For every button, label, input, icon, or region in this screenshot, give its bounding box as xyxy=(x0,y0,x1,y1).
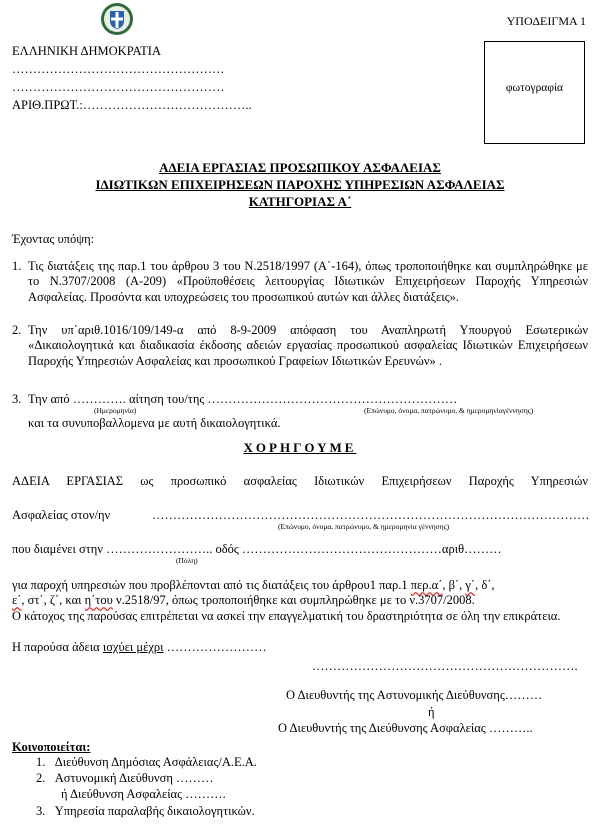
grant-line-2-label: Ασφαλείας στον/ην xyxy=(12,508,111,522)
sample-label: ΥΠΟΔΕΙΓΜΑ 1 xyxy=(506,14,586,28)
item-text: Την από …………. αίτηση του/της …………………………………………………… xyxy=(28,392,458,406)
grant-line-1: ΑΔΕΙΑ ΕΡΓΑΣΙΑΣ ως προσωπικό ασφαλείας Ιδιωτικών Επιχειρήσεων Παροχής Υπηρεσιών xyxy=(12,474,588,488)
greek-emblem-icon xyxy=(100,2,134,36)
item-number: 2. xyxy=(12,323,22,337)
item-text: Την υπ΄αριθ.1016/109/149-α από 8-9-2009 απόφαση του Αναπληρωτή Υπουργού Εσωτερικών «Δικαιολογητικά και διαδικασία έκδοσης αδειών εργασίας προσωπικού ασφαλείας Ιδιωτικών Επιχειρήσεων Παροχής Υπηρεσιών Ασφαλείας και προσωπικού Γραφείων Ιδιωτικών Ερευνών» . xyxy=(28,323,588,368)
notify-item: 2. Αστυνομική Διεύθυνση ……… xyxy=(36,771,214,785)
authority-dots-2: …………………………………………… xyxy=(12,80,225,94)
decree-heading: ΧΟΡΗΓΟΥΜΕ xyxy=(243,440,357,455)
doc-title-line-3: ΚΑΤΗΓΟΡΙΑΣ Α΄ xyxy=(248,194,352,209)
signature-dots: ………………………………………………………. xyxy=(312,659,578,673)
photo-placeholder xyxy=(484,41,585,144)
grant-holder-dots: …………………………………………………………………………………………… xyxy=(152,508,590,522)
territory-paragraph: Ο κάτοχος της παρούσας επιτρέπεται να ασκεί την επαγγελματική του δραστηριότητα σε όλη την επικράτεια. xyxy=(12,609,561,623)
protocol-number: ΑΡΙΘ.ΠΡΩΤ.:………………………………….. xyxy=(12,98,252,112)
city-hint: (Πόλη) xyxy=(176,556,198,565)
notify-item: ή Διεύθυνση Ασφαλείας ………. xyxy=(61,787,226,801)
notify-item: 1. Διεύθυνση Δημόσιας Ασφάλειας/Α.Ε.Α. xyxy=(36,755,257,769)
validity-line: Η παρούσα άδεια ισχύει μέχρι …………………… xyxy=(12,640,267,654)
residence-line: που διαμένει στην …………………….. οδός …………………………………………αριθ……… xyxy=(12,542,502,556)
item-3-line-2: και τα συνυποβαλλομενα με αυτή δικαιολογητικά. xyxy=(28,416,281,430)
notify-heading: Κοινοποιείται: xyxy=(12,740,91,754)
photo-label: φωτογραφία xyxy=(505,82,564,94)
doc-title-line-2: ΙΔΙΩΤΙΚΩΝ ΕΠΙΧΕΙΡΗΣΕΩΝ ΠΑΡΟΧΗΣ ΥΠΗΡΕΣΙΩΝ ΑΣΦΑΛΕΙΑΣ xyxy=(95,177,505,192)
signature-or: ή xyxy=(428,705,435,719)
holder-hint: (Επώνυμο, όνομα, πατρώνυμο, & ημερομηνία γέννησης) xyxy=(278,522,450,531)
applicant-hint: (Επώνυμο, όνομα, πατρώνυμο, & ημερομηνίαγέννησης) xyxy=(364,406,534,415)
doc-title-line-1: ΑΔΕΙΑ ΕΡΓΑΣΙΑΣ ΠΡΟΣΩΠΙΚΟΥ ΑΣΦΑΛΕΙΑΣ xyxy=(159,160,441,175)
considering-label: Έχοντας υπόψη: xyxy=(12,232,95,246)
item-number: 1. xyxy=(12,259,22,273)
provisions-line-1: για παροχή υπηρεσιών που προβλέπονται από τις διατάξεις του άρθρου1 παρ.1 περ.α΄, β΄, γ΄, δ΄, xyxy=(12,578,495,592)
republic-heading: ΕΛΛΗΝΙΚΗ ΔΗΜΟΚΡΑΤΙΑ xyxy=(12,44,161,58)
authority-dots-1: …………………………………………… xyxy=(12,62,225,76)
item-text: Τις διατάξεις της παρ.1 του άρθρου 3 του Ν.2518/1997 (Α΄-164), όπως τροποποιήθηκε και συμπληρώθηκε με το Ν.3707/2008 (Α-209) «Προϋποθέσεις λειτουργίας Ιδιωτικών Επιχειρήσεων Παροχής Υπηρεσιών Ασφαλείας. Προσόντα και υποχρεώσεις του προσωπικού αυτών και άλλες διατάξεις». xyxy=(28,259,588,304)
date-hint: (Ημερομηνία) xyxy=(94,406,137,415)
provisions-line-2: ε΄, στ΄, ζ΄, και η΄του ν.2518/97, όπως τροποποιήθηκε και συμπληρώθηκε με το ν.3707/2008. xyxy=(12,593,475,607)
signature-director-security: Ο Διευθυντής της Διεύθυνσης Ασφαλείας ……….. xyxy=(278,721,533,735)
notify-item: 3. Υπηρεσία παραλαβής δικαιολογητικών. xyxy=(36,804,255,818)
signature-director-police: Ο Διευθυντής της Αστυνομικής Διεύθυνσης……… xyxy=(286,688,543,702)
item-number: 3. xyxy=(12,392,22,406)
